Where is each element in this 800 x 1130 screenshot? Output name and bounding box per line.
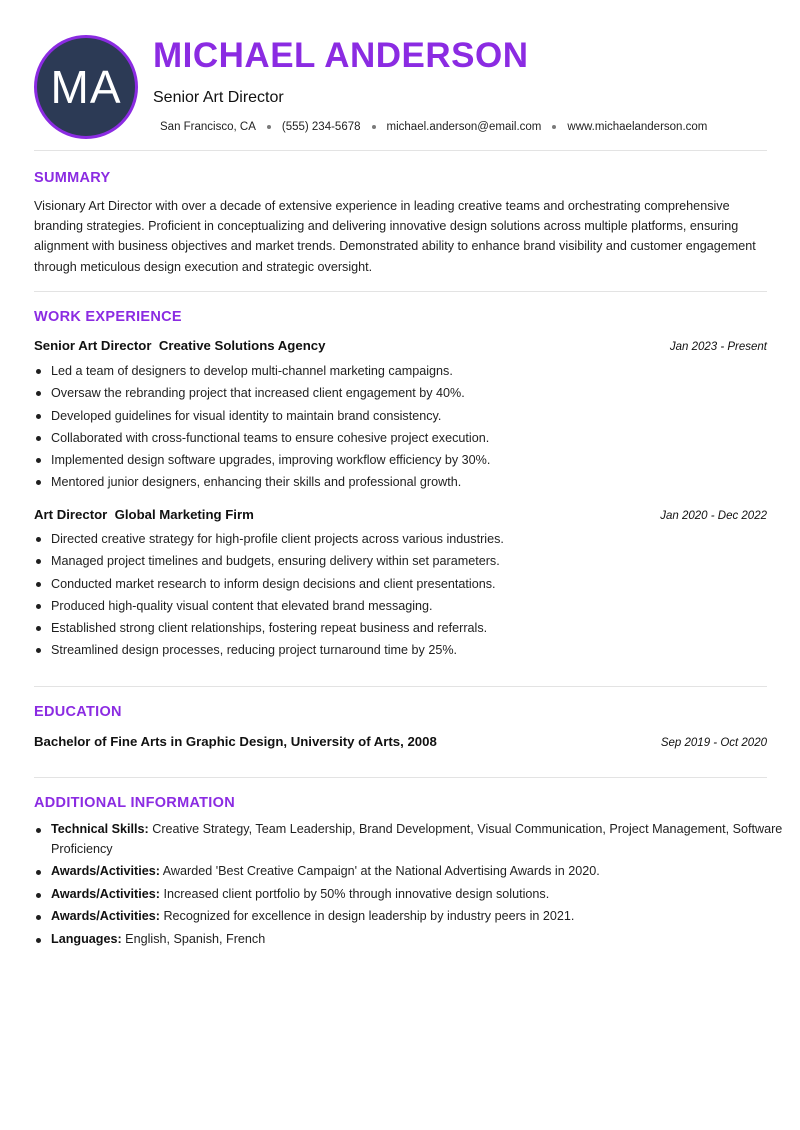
job-title: Art Director Global Marketing Firm xyxy=(34,507,254,522)
job-dates: Jan 2020 - Dec 2022 xyxy=(660,510,767,522)
list-item: Directed creative strategy for high-profile client projects across various industries. xyxy=(51,528,784,550)
summary-heading: SUMMARY xyxy=(34,170,111,186)
job-header xyxy=(34,507,767,522)
contact-email[interactable]: michael.anderson@email.com xyxy=(386,121,542,133)
avatar xyxy=(34,35,138,139)
additional-list xyxy=(34,820,784,952)
job-title: Senior Art Director Creative Solutions Agency xyxy=(34,338,326,353)
item-text: Awarded 'Best Creative Campaign' at the National Advertising Awards in 2020. xyxy=(159,864,600,878)
additional-heading: ADDITIONAL INFORMATION xyxy=(34,795,235,811)
degree: Bachelor of Fine Arts in Graphic Design, University of Arts, 2008 xyxy=(34,734,437,749)
list-item: Streamlined design processes, reducing project turnaround time by 25%. xyxy=(51,639,784,661)
list-item: Oversaw the rebranding project that increased client engagement by 40%. xyxy=(51,382,784,404)
dot-separator xyxy=(552,125,556,129)
item-label: Awards/Activities: xyxy=(51,886,160,901)
job-dates: Jan 2023 - Present xyxy=(669,341,767,353)
list-item: Implemented design software upgrades, improving workflow efficiency by 30%. xyxy=(51,449,784,471)
candidate-title: Senior Art Director xyxy=(153,89,284,106)
list-item: Established strong client relationships, fostering repeat business and referrals. xyxy=(51,617,784,639)
contact-line xyxy=(160,121,707,133)
contact-location: San Francisco, CA xyxy=(160,121,256,133)
education-heading: EDUCATION xyxy=(34,704,122,720)
divider xyxy=(34,777,767,778)
list-item: Led a team of designers to develop multi-channel marketing campaigns. xyxy=(51,360,784,382)
candidate-name: MICHAEL ANDERSON xyxy=(153,36,529,75)
experience-heading: WORK EXPERIENCE xyxy=(34,309,182,325)
contact-phone: (555) 234-5678 xyxy=(281,121,361,133)
item-text: Increased client portfolio by 50% through innovative design solutions. xyxy=(159,886,550,901)
avatar-initials: MA xyxy=(50,61,122,113)
list-item xyxy=(51,930,784,950)
item-label: Languages: xyxy=(51,931,122,946)
contact-website[interactable]: www.michaelanderson.com xyxy=(567,121,708,133)
job-bullets xyxy=(34,528,784,662)
divider xyxy=(34,150,767,151)
item-label: Technical Skills: xyxy=(51,822,149,836)
list-item: Collaborated with cross-functional teams to ensure cohesive project execution. xyxy=(51,427,784,449)
list-item xyxy=(51,862,784,882)
item-text: Recognized for excellence in design leadership by industry peers in 2021. xyxy=(159,909,575,923)
education-row xyxy=(34,734,767,749)
list-item xyxy=(51,820,784,859)
list-item xyxy=(51,907,784,927)
item-text: English, Spanish, French xyxy=(121,931,266,946)
dot-separator xyxy=(372,125,376,129)
list-item: Developed guidelines for visual identity to maintain brand consistency. xyxy=(51,405,784,427)
item-label: Awards/Activities: xyxy=(51,864,160,878)
list-item: Produced high-quality visual content that elevated brand messaging. xyxy=(51,595,784,617)
item-label: Awards/Activities: xyxy=(51,909,160,923)
list-item: Managed project timelines and budgets, ensuring delivery within set parameters. xyxy=(51,550,784,572)
list-item xyxy=(51,885,784,905)
list-item: Conducted market research to inform design decisions and client presentations. xyxy=(51,573,784,595)
dot-separator xyxy=(267,125,271,129)
education-dates: Sep 2019 - Oct 2020 xyxy=(660,737,767,749)
summary-text: Visionary Art Director with over a decade of extensive experience in leading creative teams and orchestrating comprehensive branding strategies. Proficient in conceptualizing and delivering innovative design solutions across multiple platforms, ensuring alignment with business objectives and market trends. Demonstrated ability to enhance brand visibility and customer engagement through meticulous design execution and strategic oversight. xyxy=(34,199,756,274)
item-text: Creative Strategy, Team Leadership, Brand Development, Visual Communication, Project Management, Software Proficiency xyxy=(51,822,783,856)
divider xyxy=(34,291,767,292)
list-item: Mentored junior designers, enhancing their skills and professional growth. xyxy=(51,471,784,493)
divider xyxy=(34,686,767,687)
job-bullets xyxy=(34,360,784,494)
job-header xyxy=(34,338,767,353)
